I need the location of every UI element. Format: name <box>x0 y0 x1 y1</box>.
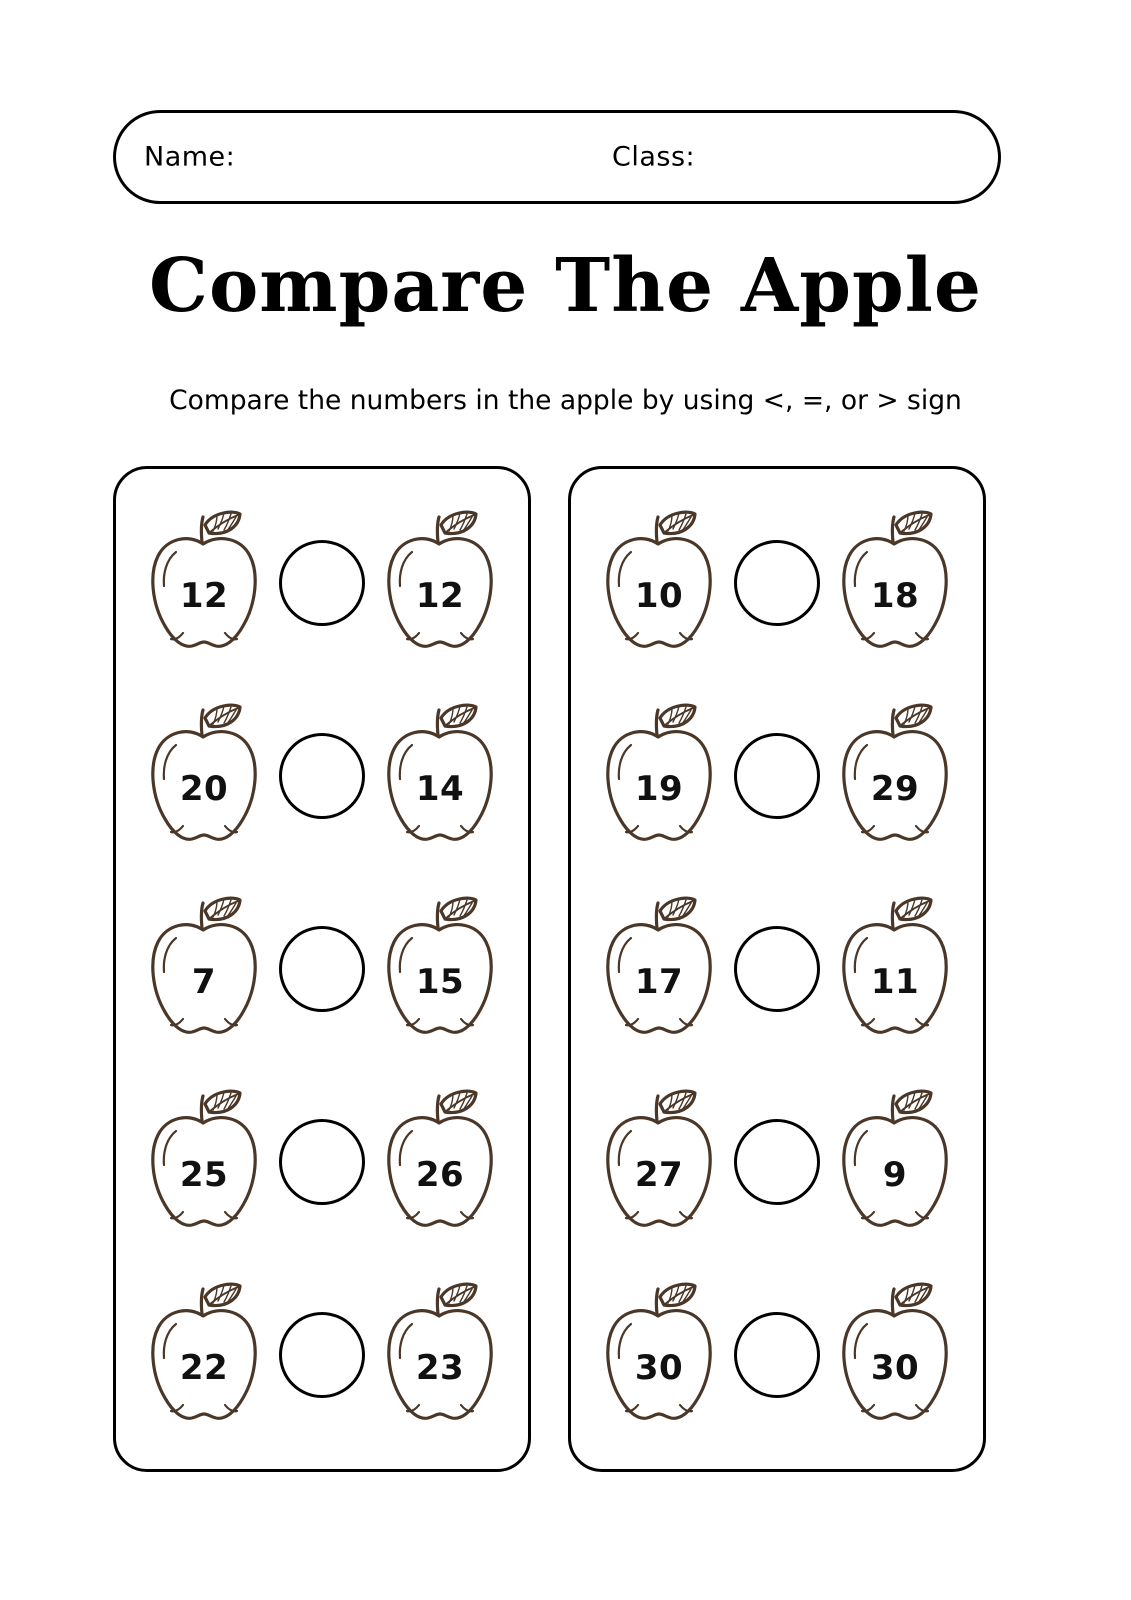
answer-circle[interactable] <box>734 540 820 626</box>
apple-number: 27 <box>634 1154 684 1195</box>
apple-icon <box>139 1280 269 1430</box>
student-info-box <box>113 110 1001 204</box>
apple-number: 22 <box>179 1347 229 1388</box>
answer-circle[interactable] <box>279 926 365 1012</box>
apple-icon <box>375 1087 505 1237</box>
comparison-row <box>116 1266 528 1444</box>
apple-icon <box>375 701 505 851</box>
apple-icon <box>375 894 505 1044</box>
apple-number: 10 <box>634 576 684 617</box>
apple-number: 30 <box>870 1347 920 1388</box>
apple-icon <box>830 508 960 658</box>
apple-number: 12 <box>415 576 465 617</box>
comparison-row <box>571 687 983 865</box>
instructions-text: Compare the numbers in the apple by using <, =, or > sign <box>169 385 962 416</box>
apple-number: 25 <box>179 1154 229 1195</box>
problem-column-right <box>568 466 986 1472</box>
answer-circle[interactable] <box>734 1312 820 1398</box>
answer-circle[interactable] <box>734 733 820 819</box>
answer-circle[interactable] <box>279 1119 365 1205</box>
apple-icon <box>139 1087 269 1237</box>
apple-icon <box>594 701 724 851</box>
apple-icon <box>594 508 724 658</box>
apple-number: 18 <box>870 576 920 617</box>
answer-circle[interactable] <box>279 733 365 819</box>
apple-number: 14 <box>415 769 465 810</box>
class-label: Class: <box>612 141 696 173</box>
apple-icon <box>594 1280 724 1430</box>
answer-circle[interactable] <box>734 926 820 1012</box>
comparison-row <box>116 687 528 865</box>
apple-number: 30 <box>634 1347 684 1388</box>
apple-number: 29 <box>870 769 920 810</box>
apple-icon <box>139 894 269 1044</box>
comparison-row <box>571 880 983 1058</box>
apple-number: 23 <box>415 1347 465 1388</box>
apple-icon <box>139 508 269 658</box>
apple-icon <box>594 894 724 1044</box>
comparison-row <box>116 1073 528 1251</box>
comparison-row <box>571 1073 983 1251</box>
apple-number: 12 <box>179 576 229 617</box>
comparison-row <box>116 494 528 672</box>
apple-number: 7 <box>191 961 217 1002</box>
apple-icon <box>830 1087 960 1237</box>
apple-icon <box>139 701 269 851</box>
apple-icon <box>375 508 505 658</box>
answer-circle[interactable] <box>734 1119 820 1205</box>
name-label: Name: <box>144 141 236 173</box>
comparison-row <box>571 494 983 672</box>
problem-column-left <box>113 466 531 1472</box>
apple-icon <box>830 894 960 1044</box>
apple-number: 19 <box>634 769 684 810</box>
apple-number: 11 <box>870 961 920 1002</box>
apple-icon <box>830 1280 960 1430</box>
comparison-row <box>116 880 528 1058</box>
apple-icon <box>594 1087 724 1237</box>
apple-icon <box>375 1280 505 1430</box>
apple-icon <box>830 701 960 851</box>
apple-number: 26 <box>415 1154 465 1195</box>
apple-number: 15 <box>415 961 465 1002</box>
apple-number: 20 <box>179 769 229 810</box>
apple-number: 17 <box>634 961 684 1002</box>
page-title: Compare The Apple <box>149 243 982 329</box>
comparison-row <box>571 1266 983 1444</box>
apple-number: 9 <box>882 1154 908 1195</box>
answer-circle[interactable] <box>279 540 365 626</box>
answer-circle[interactable] <box>279 1312 365 1398</box>
